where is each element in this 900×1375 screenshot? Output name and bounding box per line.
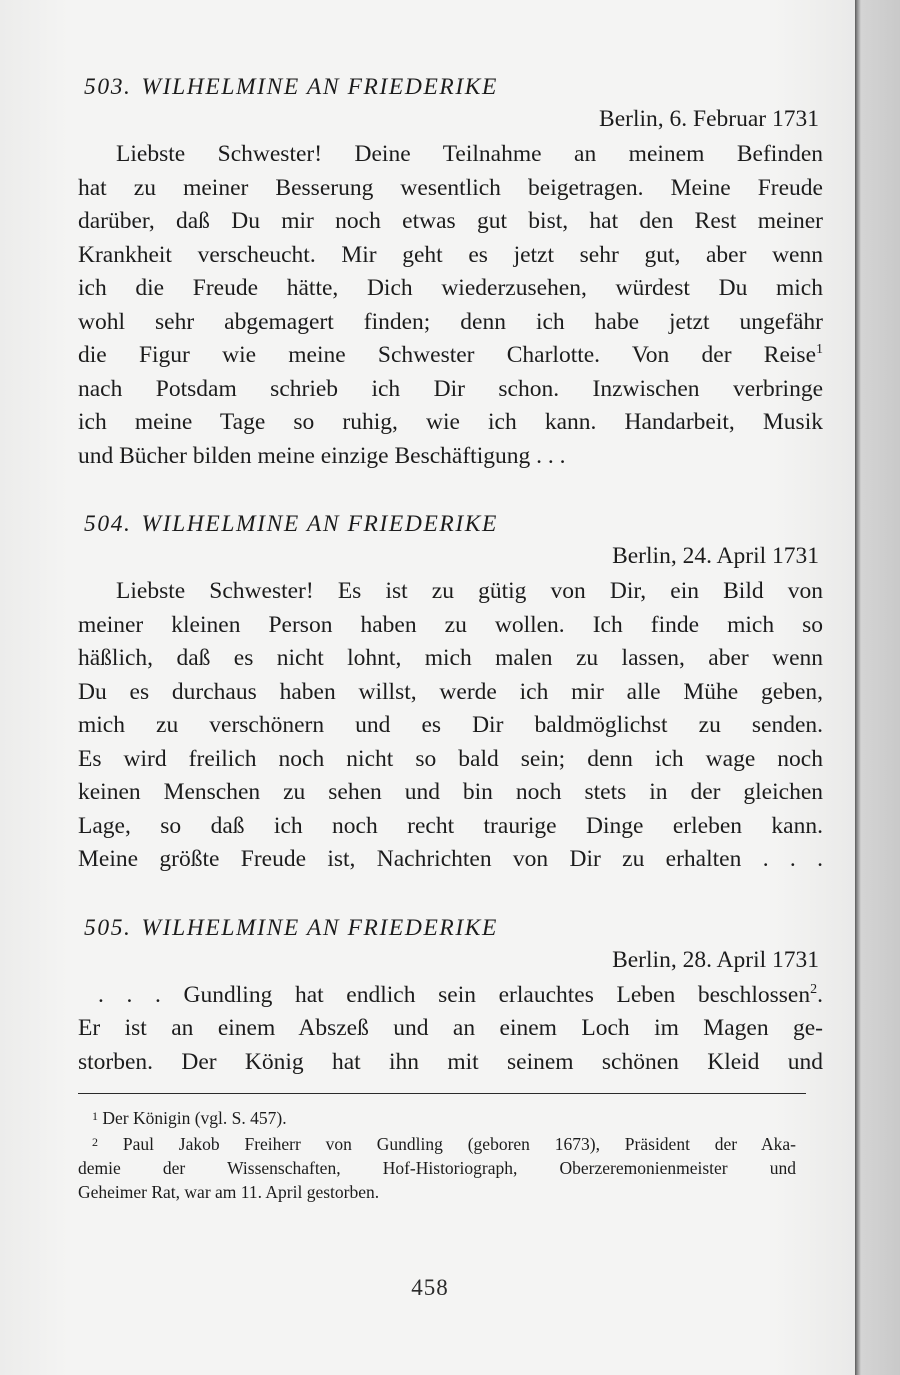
text-line: Meine größte Freude ist, Nachrichten von Dir zu erhalten . . . <box>78 846 823 872</box>
letter-dateline: Berlin, 6. Februar 1731 <box>599 106 819 132</box>
book-gutter-shadow <box>855 0 900 1375</box>
text-line: die Figur wie meine Schwester Charlotte. Von der Reise <box>78 342 816 368</box>
letter-dateline: Berlin, 24. April 1731 <box>612 543 819 569</box>
footnote-ref: 1 <box>816 342 823 357</box>
page-number: 458 <box>411 1275 449 1300</box>
text-line: darüber, daß Du mir noch etwas gut bist, hat den Rest meiner <box>78 208 823 234</box>
footnote <box>78 1104 796 1130</box>
letter-text <box>78 138 823 473</box>
text-line: Liebste Schwester! Deine Teilnahme an meinem Befinden <box>116 141 823 167</box>
letter-text <box>78 575 823 877</box>
text-line: Liebste Schwester! Es ist zu gütig von Dir, ein Bild von <box>116 578 823 604</box>
footnote-ref: 2 <box>810 981 818 997</box>
footnote-text: Der Königin (vgl. S. 457). <box>102 1108 287 1128</box>
footnote-text: demie der Wissenschaften, Hof-Historiograph, Oberzeremonienmeister und <box>78 1158 796 1178</box>
text-line: hat zu meiner Besserung wesentlich beigetragen. Meine Freude <box>78 174 823 201</box>
letter-dateline: Berlin, 28. April 1731 <box>612 946 819 973</box>
letter-title: WILHELMINE AN FRIEDERIKE <box>141 511 499 537</box>
letter-title: WILHELMINE AN FRIEDERIKE <box>141 74 499 100</box>
text-line: Krankheit verscheucht. Mir geht es jetzt sehr gut, aber wenn <box>78 241 823 268</box>
text-line-with-note: . . . Gundling hat endlich sein erlauchtes Leben beschlossen$^2$. <box>98 981 823 1008</box>
letter-number: 504. <box>84 511 132 537</box>
text-line: ich die Freude hätte, Dich wiederzusehen, würdest Du mich <box>78 275 823 301</box>
letter-heading <box>84 72 823 102</box>
text-line: ich meine Tage so ruhig, wie ich kann. Handarbeit, Musik <box>78 409 823 435</box>
text-line: mich zu verschönern und es Dir baldmöglichst zu senden. <box>78 712 823 738</box>
text-line: keinen Menschen zu sehen und bin noch stets in der gleichen <box>78 779 823 805</box>
text-line: nach Potsdam schrieb ich Dir schon. Inzwischen verbringe <box>78 375 823 402</box>
text-line-with-note <box>78 339 823 373</box>
text-line: meiner kleinen Person haben zu wollen. Ich finde mich so <box>78 611 823 638</box>
letter-heading <box>84 913 823 943</box>
footnote-mark: 1 <box>92 1109 98 1123</box>
text-line: . . . Gundling hat endlich sein erlauchtes Leben beschlossen <box>98 981 811 1008</box>
footnote <box>78 1130 796 1156</box>
text-line: und Bücher bilden meine einzige Beschäftigung . . . <box>78 442 566 469</box>
letter-text <box>78 979 823 1080</box>
letter-number: 505. <box>84 914 132 941</box>
text-line: Er ist an einem Abszeß und an einem Loch im Magen ge- <box>78 1015 823 1041</box>
footnote-divider <box>78 1093 806 1094</box>
footnote-text: Geheimer Rat, war am 11. April gestorben. <box>78 1182 380 1202</box>
letter-heading <box>84 509 823 539</box>
footnote-mark: 2 <box>92 1135 98 1149</box>
letter-title: WILHELMINE AN FRIEDERIKE <box>141 914 499 941</box>
text-line: häßlich, daß es nicht lohnt, mich malen zu lassen, aber wenn <box>78 645 823 671</box>
page-body <box>78 64 823 1204</box>
text-line: storben. Der König hat ihn mit seinem schönen Kleid und <box>78 1048 823 1075</box>
text-line: Du es durchaus haben willst, werde ich mir alle Mühe geben, <box>78 678 823 705</box>
text-line: Lage, so daß ich noch recht traurige Dinge erleben kann. <box>78 812 823 839</box>
text-line: Es wird freilich noch nicht so bald sein; denn ich wage noch <box>78 745 823 772</box>
footnote-text: Paul Jakob Freiherr von Gundling (geboren 1673), Präsident der Aka- <box>122 1134 796 1154</box>
footnotes <box>78 1104 823 1204</box>
letter-number: 503. <box>84 74 132 100</box>
text-line: wohl sehr abgemagert finden; denn ich habe jetzt ungefähr <box>78 308 823 335</box>
